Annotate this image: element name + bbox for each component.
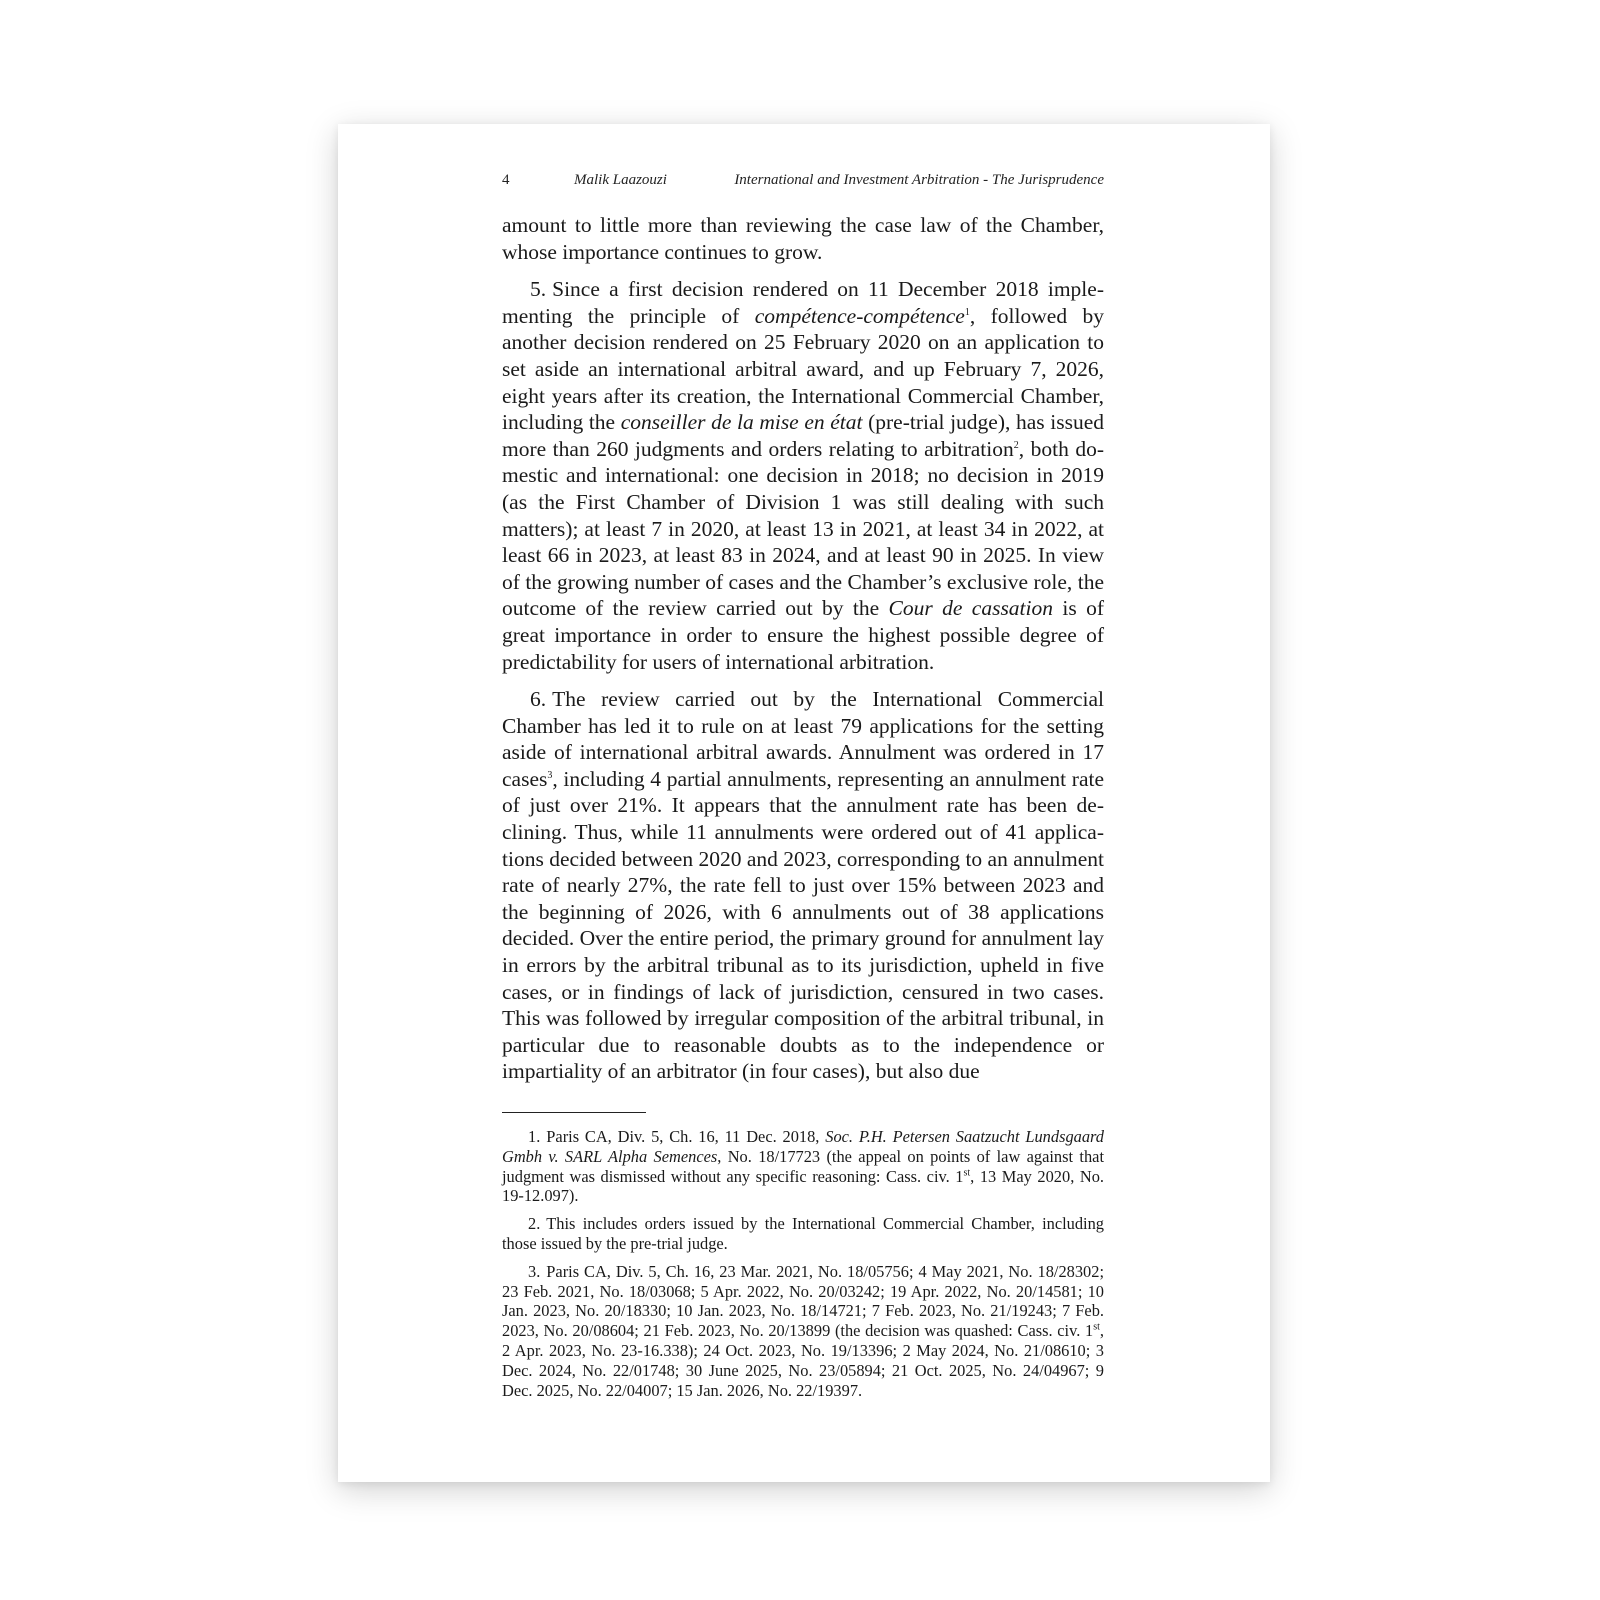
paragraph-number: 6.: [530, 687, 547, 712]
document-page: [338, 124, 1270, 1482]
text-run: The review carried out by the International Commercial Chamber has led it to rule on at least 79 applications for the setting aside of international arbitral awards. Annulment was ordered in 17 cases: [502, 687, 1104, 791]
text-run: (pre-trial judge), has issued more than 260 judgments and orders relating to arbitration: [502, 410, 1105, 461]
footnotes: [502, 1127, 1104, 1400]
text-run: Since a first decision rendered on 11 December 2018 implementing the principle of: [502, 277, 1104, 328]
page-content: [502, 172, 1104, 1408]
text-run: Paris CA, Div. 5, Ch. 16, 23 Mar. 2021, No. 18/05756; 4 May 2021, No. 18/28302; 23 Feb. 2021, No. 18/03068; 5 Apr. 2022, No. 20/03242; 19 Apr. 2022, No. 20/14581; 10 Jan. 2023, No. 20/18330; 10 Jan. 2023, No. 18/14721; 7 Feb. 2023, No. 21/19243; 7 Feb. 2023, No. 20/08604; 21 Feb. 2023, No. 20/13899 (the decision was quashed: Cass. civ. 1: [502, 1261, 1104, 1341]
text-run: , 2 Apr. 2023, No. 23-16.338); 24 Oct. 2023, No. 19/13396; 2 May 2024, No. 21/08610; 3 Dec. 2024, No. 22/01748; 30 June 2025, No. 23/05894; 21 Oct. 2025, No. 24/04967; 9 Dec. 2025, No. 22/04007; 15 Jan. 2026, No. 22/19397.: [502, 1321, 1104, 1400]
text-run: , followed by another decision rendered on 25 February 2020 on an application to set aside an international arbitral award, and up February 7, 2026, eight years after its creation, the International Commercial Chamber, including the: [502, 303, 1104, 435]
text-run: , both domestic and international: one decision in 2018; no decision in 2019 (as the First Chamber of Division 1 was still dealing with such matters); at least 7 in 2020, at least 13 in 2021, at least 34 in 2022, at least 66 in 2023, at least 83 in 2024, and at least 90 in 2025. In view of the growing number of cases and the Chamber’s exclusive role, the outcome of the review carried out by the: [502, 436, 1104, 621]
footnote-number: 3.: [528, 1261, 541, 1281]
paragraph-6: [502, 686, 1104, 1085]
italic-term: conseiller de la mise en état: [620, 410, 863, 435]
footnote-number: 1.: [528, 1127, 541, 1146]
text-run: , including 4 partial annulments, representing an annulment rate of just over 21%. It appears that the annulment rate has been declining. Thus, while 11 annulments were ordered out of 41 applications decided between 2020 and 2023, corresponding to an annulment rate of nearly 27%, the rate fell to just over 15% between 2023 and the beginning of 2026, with 6 annulments out of 38 applications decided. Over the entire period, the primary ground for annulment lay in errors by the arbitral tribunal as to its jurisdiction, upheld in five cases, or in findings of lack of jurisdiction, censured in two cases. This was followed by irregular composition of the arbitral tribunal, in particular due to reasonable doubts as to the independence or impartiality of an arbitrator (in four cases), but also due: [502, 766, 1104, 1084]
footnote-ref-1[interactable]: 1: [964, 306, 970, 318]
footnote-ref-2[interactable]: 2: [1013, 439, 1019, 451]
body-text: [502, 212, 1104, 1085]
text-run: , 13 May 2020, No. 19-12.097).: [502, 1166, 1104, 1206]
italic-term: compétence-compétence: [754, 303, 965, 328]
page-number: 4: [502, 172, 510, 188]
text-run: This includes orders issued by the International Commercial Chamber, including those issued by the pre-trial judge.: [502, 1214, 1104, 1253]
footnote-divider: [502, 1112, 646, 1113]
text-run: Paris CA, Div. 5, Ch. 16, 11 Dec. 2018,: [546, 1127, 826, 1146]
running-header: [502, 172, 1104, 212]
italic-term: Cour de cassation: [888, 596, 1054, 621]
footnote-3: [502, 1262, 1104, 1401]
footnote-2: [502, 1214, 1104, 1254]
footnote-ref-3[interactable]: 3: [547, 769, 553, 781]
ordinal-suffix: st: [963, 1167, 971, 1179]
header-title: International and Investment Arbitration - The Jurisprudence: [734, 172, 1104, 188]
footnote-1: [502, 1127, 1104, 1206]
paragraph-5: [502, 276, 1104, 675]
paragraph-number: 5.: [530, 277, 547, 302]
header-author: Malik Laazouzi: [574, 172, 667, 188]
text-run: is of great importance in order to ensure the highest possible degree of predictability for users of international arbitration.: [502, 596, 1104, 674]
text-run: , No. 18/17723 (the appeal on points of law against that judgment was dismissed without any specific reasoning: Cass. civ. 1: [502, 1146, 1104, 1186]
case-name: Soc. P.H. Petersen Saatzucht Lundsgaard Gmbh v. SARL Alpha Semences: [502, 1127, 1104, 1166]
paragraph-continued: amount to little more than reviewing the case law of the Chamber, whose importance continues to grow.: [502, 213, 1104, 264]
ordinal-suffix: st: [1093, 1321, 1100, 1333]
footnote-number: 2.: [528, 1214, 541, 1234]
